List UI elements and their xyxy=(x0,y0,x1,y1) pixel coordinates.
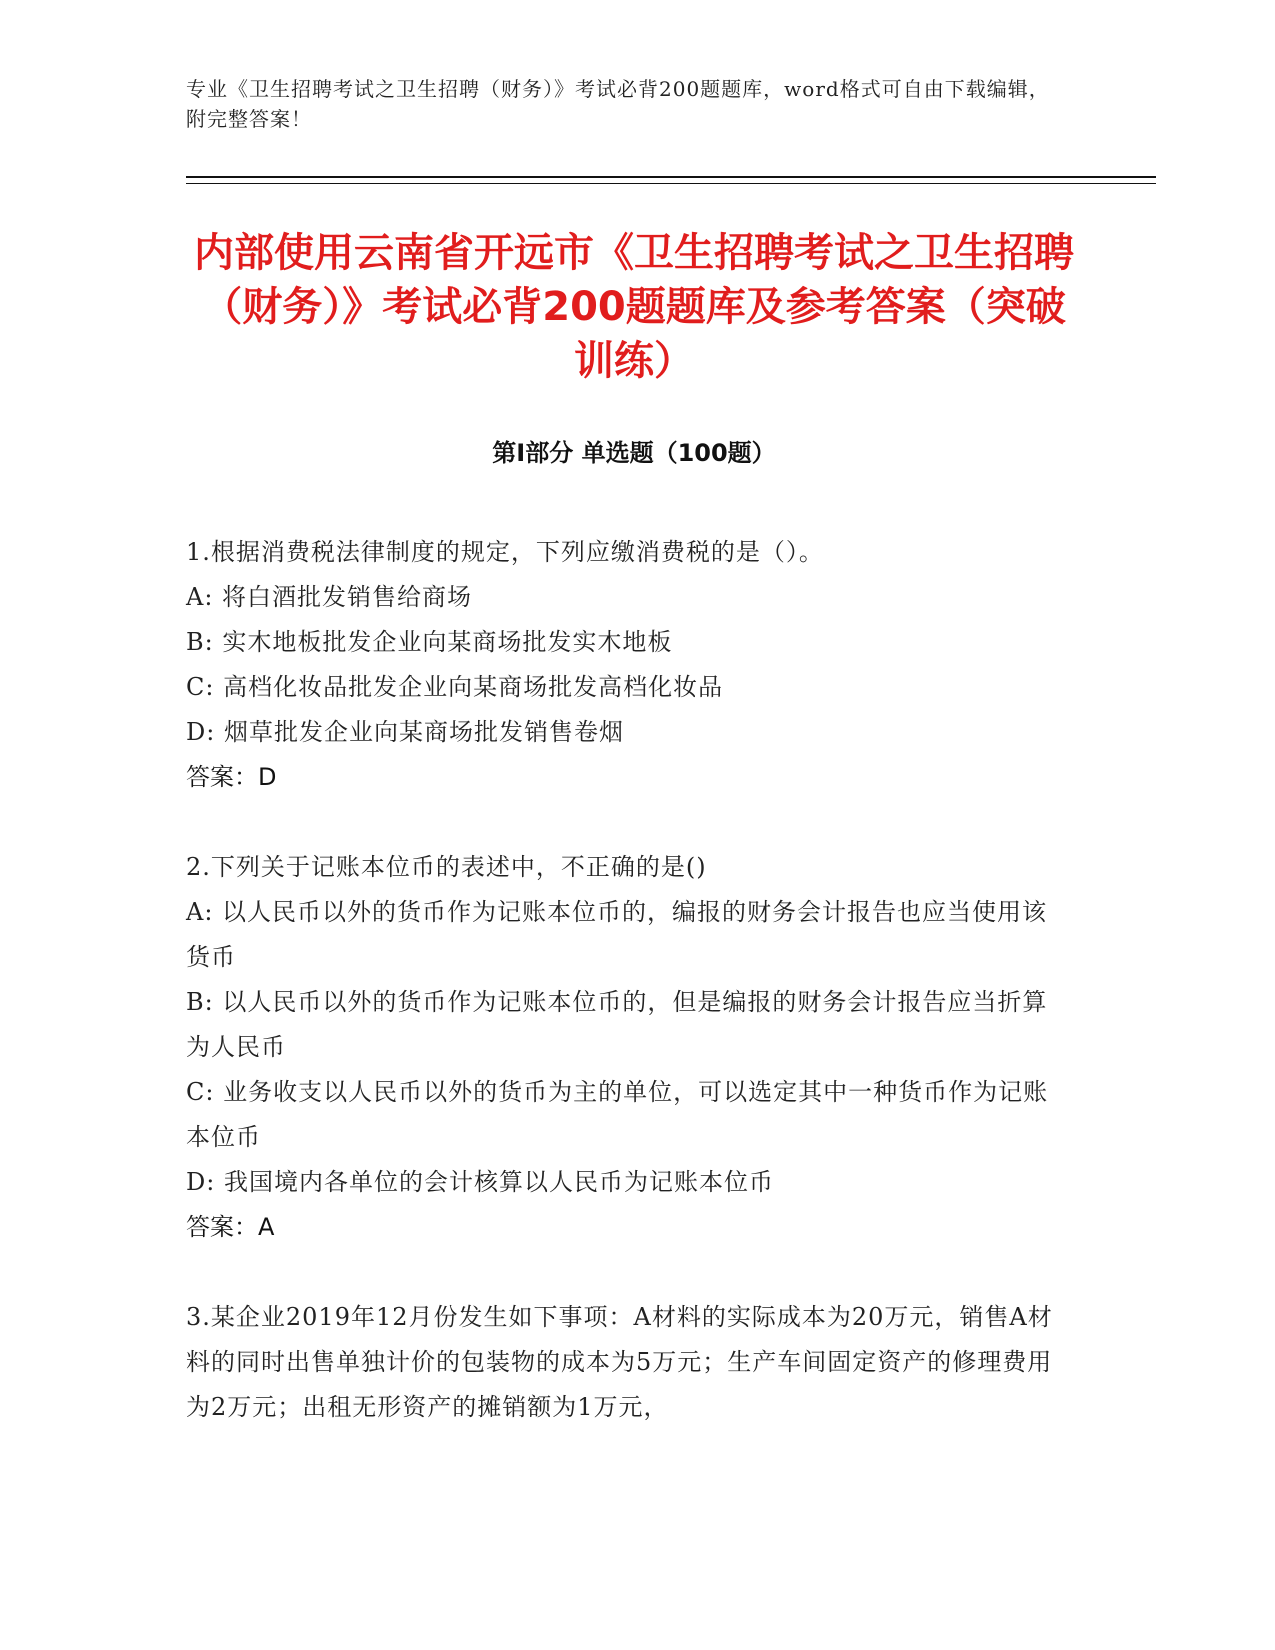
question-item xyxy=(186,1295,1066,1430)
header-divider-thick xyxy=(186,176,1156,178)
question-stem: 2.下列关于记账本位币的表述中，不正确的是() xyxy=(186,853,707,881)
option-b: B: 实木地板批发企业向某商场批发实木地板 xyxy=(186,628,673,656)
answer: 答案：A xyxy=(186,1213,275,1241)
answer: 答案：D xyxy=(186,763,277,791)
question-item xyxy=(186,530,1066,800)
option-a: A: 将白酒批发销售给商场 xyxy=(186,583,473,611)
option-c: C: 高档化妆品批发企业向某商场批发高档化妆品 xyxy=(186,673,724,701)
question-stem: 1.根据消费税法律制度的规定，下列应缴消费税的是（）。 xyxy=(186,538,824,566)
question-list xyxy=(186,530,1066,1475)
header-note: 专业《卫生招聘考试之卫生招聘（财务）》考试必背200题题库，word格式可自由下载编辑，附完整答案！ xyxy=(186,77,1050,131)
option-b: B: 以人民币以外的货币作为记账本位币的，但是编报的财务会计报告应当折算为人民币 xyxy=(186,988,1048,1061)
header-divider-thin xyxy=(186,183,1156,184)
option-d: D: 我国境内各单位的会计核算以人民币为记账本位币 xyxy=(186,1168,774,1196)
question-item xyxy=(186,845,1066,1250)
option-c: C: 业务收支以人民币以外的货币为主的单位，可以选定其中一种货币作为记账本位币 xyxy=(186,1078,1049,1151)
document-title: 内部使用云南省开远市《卫生招聘考试之卫生招聘（财务）》考试必背200题题库及参考答案（突破训练） xyxy=(194,230,1074,384)
section-heading: 第Ⅰ部分 单选题（100题） xyxy=(492,439,776,467)
option-a: A: 以人民币以外的货币作为记账本位币的，编报的财务会计报告也应当使用该货币 xyxy=(186,898,1048,971)
option-d: D: 烟草批发企业向某商场批发销售卷烟 xyxy=(186,718,624,746)
question-stem: 3.某企业2019年12月份发生如下事项：A材料的实际成本为20万元，销售A材料的同时出售单独计价的包装物的成本为5万元；生产车间固定资产的修理费用为2万元；出租无形资产的摊销额为1万元， xyxy=(186,1303,1053,1421)
